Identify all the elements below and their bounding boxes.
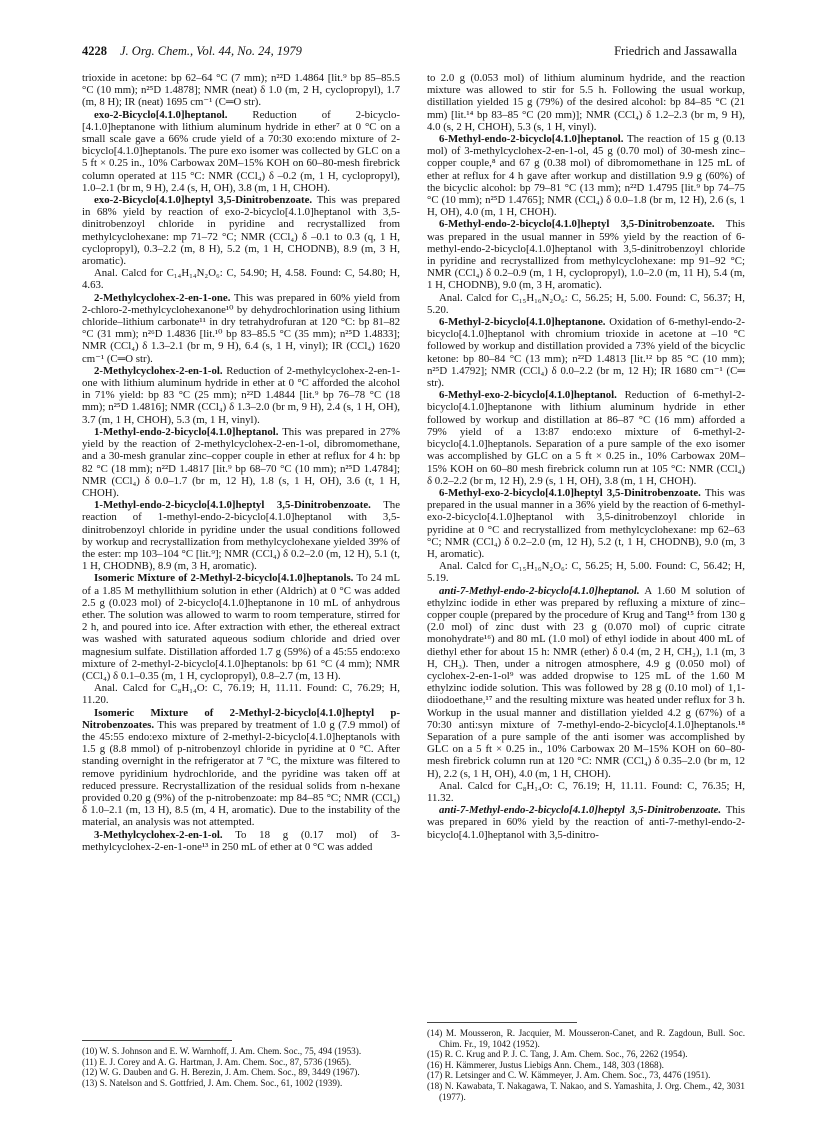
footnote: (16) H. Kämmerer, Justus Liebigs Ann. Chem., 148, 303 (1868). (427, 1059, 664, 1070)
page-number: 4228 (82, 44, 107, 58)
paragraph: anti-7-Methyl-endo-2-bicyclo[4.1.0]heptyl 3,5-Dinitrobenzoate. This was prepared in 60% yield by the reaction of anti-7-methyl-endo-2-bicyclo[4.1.0]heptanol with 3,5-dinitro- (427, 804, 745, 841)
footnote: (11) E. J. Corey and A. G. Hartman, J. Am. Chem. Soc., 87, 5736 (1965). (82, 1056, 352, 1067)
running-authors: Friedrich and Jassawalla (614, 44, 737, 58)
footnote: (13) S. Natelson and S. Gottfried, J. Am. Chem. Soc., 61, 1002 (1939). (82, 1077, 343, 1088)
paragraph: to 2.0 g (0.053 mol) of lithium aluminum hydride, and the reaction mixture was allowed to stir for 5.5 h. Following the usual workup, distillation yielded 15 g (79%) of the desired alcohol: bp 84–85 °C (21 mm) [lit.¹⁴ bp 83–85 °C (20 mm)]; NMR (CCl₄) δ 1.2–2.3 (br m, 9 H), 4.0 (s, 2 H, CHOH), 5.3 (s, 1 H, vinyl). (427, 72, 745, 133)
paragraph: exo-2-Bicyclo[4.1.0]heptanol. Reduction of 2-bicyclo-[4.1.0]heptanone with lithium aluminum hydride in ether⁷ at 0 °C on a small scale gave a 66% crude yield of a 70:30 exo:endo mixture of 2-bicyclo[4.1.0]heptanols. The pure exo isomer was collected by GLC on a 5 ft × 0.25 in., 10% Carbowax 20M–15% KOH on 60–80-mesh firebrick column operated at 115 °C: NMR (CCl₄) δ –0.2 (m, 1 H, cyclopropyl), 1.0–2.1 (br m, 9 H), 2.4 (s, H, OH), 3.8 (m, 1 H, CHOH). (82, 108, 400, 194)
paragraph: 1-Methyl-endo-2-bicyclo[4.1.0]heptanol. This was prepared in 27% yield by the reaction of 2-methylcyclohex-2-en-1-ol, dibromomethane, and a 30-mesh granular zinc–copper couple in ether at reflux for 4 h: bp 82 °C (18 mm); n²²D 1.4817 [lit.⁹ bp 68–70 °C (10 mm); n²⁵D 1.4784]; NMR (CCl₄) δ 0.0–1.7 (br m, 12 H), 1.8 (s, 1 H, OH), 3.6 (t, 1 H, CHOH). (82, 425, 400, 499)
paragraph: Anal. Calcd for C₁₅H₁₆N₂O₆: C, 56.25; H, 5.00. Found: C, 56.42; H, 5.19. (427, 560, 745, 585)
journal-citation: J. Org. Chem., Vol. 44, No. 24, 1979 (120, 44, 302, 58)
paragraph: trioxide in acetone: bp 62–64 °C (7 mm); n²²D 1.4864 [lit.⁹ bp 85–85.5 °C (10 mm); n²⁵D 1.4878]; NMR (neat) δ 1.0 (m, 2 H, cyclopropyl), 1.7 (m, 8 H); IR (neat) 1695 cm⁻¹ (C═O str). (82, 72, 400, 109)
footnote-rule-left (82, 1040, 232, 1041)
paragraph: Anal. Calcd for C₈H₁₄O: C, 76.19; H, 11.11. Found: C, 76.29; H, 11.20. (82, 682, 400, 707)
paragraph: Anal. Calcd for C₈H₁₄O: C, 76.19; H, 11.11. Found: C, 76.35; H, 11.32. (427, 779, 745, 804)
footnote: (15) R. C. Krug and P. J. C. Tang, J. Am. Chem. Soc., 76, 2262 (1954). (427, 1049, 688, 1060)
paragraph: 2-Methylcyclohex-2-en-1-ol. Reduction of 2-methylcyclohex-2-en-1-one with lithium aluminum hydride in ether at 0 °C afforded the alcohol in 71% yield: bp 83 °C (25 mm); n²²D 1.4844 [lit.⁹ bp 76–78 °C (18 mm); n²⁵D 1.4816]; NMR (CCl₄) δ 1.3–2.0 (br m, 9 H), 2.4 (s, 1 H, OH), 3.7 (m, 1 H, CHOH), 5.3 (m, 1 H, vinyl). (82, 364, 400, 426)
footnote-rule-right (427, 1022, 577, 1023)
paragraph: 3-Methylcyclohex-2-en-1-ol. To 18 g (0.17 mol) of 3-methylcyclohex-2-en-1-one¹³ in 250 mL of ether at 0 °C was added (82, 828, 400, 853)
paragraph: exo-2-Bicyclo[4.1.0]heptyl 3,5-Dinitrobenzoate. This was prepared in 68% yield by reaction of exo-2-bicyclo[4.1.0]heptanol with 3,5-dinitrobenzoyl chloride in pyridine and recrystallized from methylcyclohexane: mp 71–72 °C; NMR (CCl₄) δ –0.1 to 0.3 (q, 1 H, cyclopropyl), 0.3–2.2 (m, 8 H), 5.2 (m, 1 H, CHODNB), 8.9 (m, 3 H, aromatic). (82, 194, 400, 268)
right-column (427, 72, 745, 841)
paragraph: Isomeric Mixture of 2-Methyl-2-bicyclo[4.1.0]heptanols. To 24 mL of a 1.85 M methyllithium solution in ether (Aldrich) at 0 °C was added 2.5 g (0.023 mol) of 2-bicyclo[4.1.0]heptanone in 10 mL of anhydrous ether. The solution was allowed to warm to room temperature, stirred for 2 h, and poured into ice. After extraction with ether, the ethereal extract was washed with saturated aqueous sodium chloride and dried over magnesium sulfate. Distillation afforded 1.7 g (59%) of a 45:55 endo:exo mixture of 2-methyl-2-bicyclo[4.1.0]heptanols: bp 61 °C (4 mm); NMR (CCl₄) δ 0.1–0.35 (m, 1 H, cyclopropyl), 0.8–2.7 (m, 13 H). (82, 572, 400, 682)
paragraph: 6-Methyl-exo-2-bicyclo[4.1.0]heptyl 3,5-Dinitrobenzoate. This was prepared in the usual manner in a 36% yield by the reaction of 6-methyl-exo-2-bicyclo[4.1.0]heptanol with 3,5-dinitrobenzoyl chloride in pyridine at 0 °C and recrystallized from methylcyclohexane: mp 62–63 °C; NMR (CCl₄) δ 0.2–2.0 (m, 12 H), 5.2 (t, 1 H, CHODNB), 9.0 (m, 3 H, aromatic). (427, 486, 746, 560)
footnotes-left (82, 1046, 400, 1088)
paragraph: anti-7-Methyl-endo-2-bicyclo[4.1.0]heptanol. A 1.60 M solution of ethylzinc iodide in ether was prepared by refluxing a mixture of zinc–copper couple (prepared by the procedure of Krug and Tang¹⁵ from 130 g (2.0 mol) of zinc dust with 23 g (0.070 mol) of cupric citrate monohydrate¹⁶) and 80 mL (1.0 mol) of ethyl iodide in about 400 mL of diethyl ether for about 15 h: NMR (ether) δ 0.4 (m, 2 H, CH₂), 1.1 (m, 3 H, CH₃). Then, under a nitrogen atmosphere, 4.9 g (0.050 mol) of cyclohex-2-en-1-ol⁹ was added dropwise to 125 mL of the 1.60 M ethylzinc iodide solution. This was followed by 28 g (0.10 mol) of 1,1-diiodoethane,¹⁷ and the resulting mixture was heated under reflux for 3 h. Workup in the usual manner and distillation yielded 4.2 g (67%) of a 70:30 anti:syn mixture of 7-methyl-endo-2-bicyclo[4.1.0]heptanols.¹⁸ Separation of a pure sample of the anti isomer was accomplished by GLC on a 5 ft × 0.25 in., 10% Carbowax 20 M–15% KOH on 60–80-mesh firebrick column run at 120 °C: NMR (CCl₄) δ 0.35–2.0 (br m, 12 H), 2.2 (s, 1 H, OH), 4.0 (m, 1 H, CHOH). (427, 584, 745, 780)
footnote: (10) W. S. Johnson and E. W. Warnhoff, J. Am. Chem. Soc., 75, 494 (1953). (82, 1046, 362, 1056)
paragraph: 6-Methyl-2-bicyclo[4.1.0]heptanone. Oxidation of 6-methyl-endo-2-bicyclo[4.1.0]heptanol with chromium trioxide in acetone at –10 °C followed by workup and distillation provided a 73% yield of the bicyclic ketone: bp 80–84 °C (13 mm); n²²D 1.4813 [lit.¹² bp 85 °C (10 mm); n²⁵D 1.4792]; NMR (CCl₄) δ 0.0–2.2 (br m, 12 H); IR 1680 cm⁻¹ (C═ str). (427, 316, 745, 390)
footnote: (12) W. G. Dauben and G. H. Berezin, J. Am. Chem. Soc., 89, 3449 (1967). (82, 1067, 360, 1078)
page-header (82, 44, 737, 62)
paragraph: Anal. Calcd for C₁₅H₁₆N₂O₆: C, 56.25; H, 5.00. Found: C, 56.37; H, 5.20. (427, 291, 745, 316)
left-column (82, 72, 400, 853)
paragraph: 2-Methylcyclohex-2-en-1-one. This was prepared in 60% yield from 2-chloro-2-methylcyclohexanone¹⁰ by dehydrochlorination using lithium chloride–lithium carbonate¹¹ in dry tetrahydrofuran at 120 °C: bp 81–82 °C (31 mm); n²⁶D 1.4836 [lit.¹⁰ bp 83–85.5 °C (35 mm); n²⁵D 1.4833]; NMR (CCl₄) δ 1.3–2.1 (br m, 9 H), 6.4 (s, 1 H, vinyl); IR (CCl₄) 1620 cm⁻¹ (C═O str). (82, 291, 400, 365)
footnotes-right (427, 1028, 745, 1102)
paragraph: 6-Methyl-endo-2-bicyclo[4.1.0]heptyl 3,5-Dinitrobenzoate. This was prepared in the usual manner in 59% yield by the reaction of 6-methyl-endo-2-bicyclo[4.1.0]heptanol with 3,5-dinitrobenzoyl chloride in pyridine and recrystallized from methylcyclohexane: mp 91–92 °C; NMR (CCl₄) δ 0.2–0.9 (m, 1 H, cyclopropyl), 1.0–2.0 (m, 11 H), 5.4 (m, 1 H, CHODNB), 9.0 (m, 3 H, aromatic). (427, 218, 745, 292)
paragraph: Anal. Calcd for C₁₄H₁₄N₂O₆: C, 54.90; H, 4.58. Found: C, 54.80; H, 4.63. (82, 267, 400, 292)
paragraph: 6-Methyl-exo-2-bicyclo[4.1.0]heptanol. Reduction of 6-methyl-2-bicyclo[4.1.0]heptanone with lithium aluminum hydride in ether followed by workup and distillation at 86–87 °C (16 mm) afforded a 79% yield of a 13:87 endo:exo mixture of 6-methyl-2-bicyclo[4.1.0]heptanols. Separation of a pure sample of the exo isomer was accomplished by GLC on a 5 ft × 0.25 in., 10% Carbowax 20M–15% KOH on 60–80 mesh firebrick column run at 105 °C: NMR (CCl₄) δ 0.2–2.2 (br m, 12 H), 2.9 (s, 1 H, OH), 3.8 (m, 1 H, CHOH). (427, 389, 746, 487)
footnote: (17) R. Letsinger and C. W. Kämmeyer, J. Am. Chem. Soc., 73, 4476 (1951). (427, 1070, 711, 1081)
paragraph: Isomeric Mixture of 2-Methyl-2-bicyclo[4.1.0]heptyl p-Nitrobenzoates. This was prepared by treatment of 1.0 g (7.9 mmol) of the 45:55 endo:exo mixture of 2-methyl-2-bicyclo[4.1.0]heptanols with 1.5 g (8.8 mmol) of p-nitrobenzoyl chloride in pyridine at 0 °C. After standing overnight in the refrigerator at 7 °C, the mixture was filtered to remove pyridinium hydrochloride, and the pyridine was taken off at reduced pressure. Recrystallization of the residual solids from n-hexane provided 0.20 g (9%) of the p-nitrobenzoate: mp 84–85 °C; NMR (CCl₄) δ 1.0–2.1 (m, 13 H), 8.5 (m, 4 H, aromatic). Due to the instability of the material, an analysis was not attempted. (82, 706, 400, 829)
paragraph: 6-Methyl-endo-2-bicyclo[4.1.0]heptanol. The reaction of 15 g (0.13 mol) of 3-methylcyclohex-2-en-1-ol, 45 g (0.70 mol) of 30-mesh zinc–copper couple,⁸ and 67 g (0.38 mol) of dibromomethane in 125 mL of ether at reflux for 4 h gave after workup and distillation 9.9 g (60%) of the bicyclic alcohol: bp 79–81 °C (13 mm); n²²D 1.4795 [lit.⁹ bp 74–75 °C (10 mm); n²⁵D 1.4765]; NMR (CCl₄) δ 0.0–1.8 (br m, 12 H), 2.6 (s, 1 H, OH), 4.0 (m, 1 H, CHOH). (427, 133, 745, 219)
paragraph: 1-Methyl-endo-2-bicyclo[4.1.0]heptyl 3,5-Dinitrobenzoate. The reaction of 1-methyl-endo-2-bicyclo[4.1.0]heptanol with 3,5-dinitrobenzoyl chloride in pyridine under the usual conditions followed by workup and recrystallization from methylcyclohexane yielded 39% of the ester: mp 103–104 °C [lit.⁹]; NMR (CCl₄) δ 0.2–2.0 (m, 12 H), 5.1 (t, 1 H, CHODNB), 8.9 (m, 3 H, aromatic). (82, 499, 400, 573)
footnote: (14) M. Mousseron, R. Jacquier, M. Mousseron-Canet, and R. Zagdoun, Bull. Soc. Chim. Fr., 19, 1042 (1952). (427, 1028, 745, 1049)
footnote: (18) N. Kawabata, T. Nakagawa, T. Nakao, and S. Yamashita, J. Org. Chem., 42, 3031 (1977). (427, 1080, 745, 1102)
